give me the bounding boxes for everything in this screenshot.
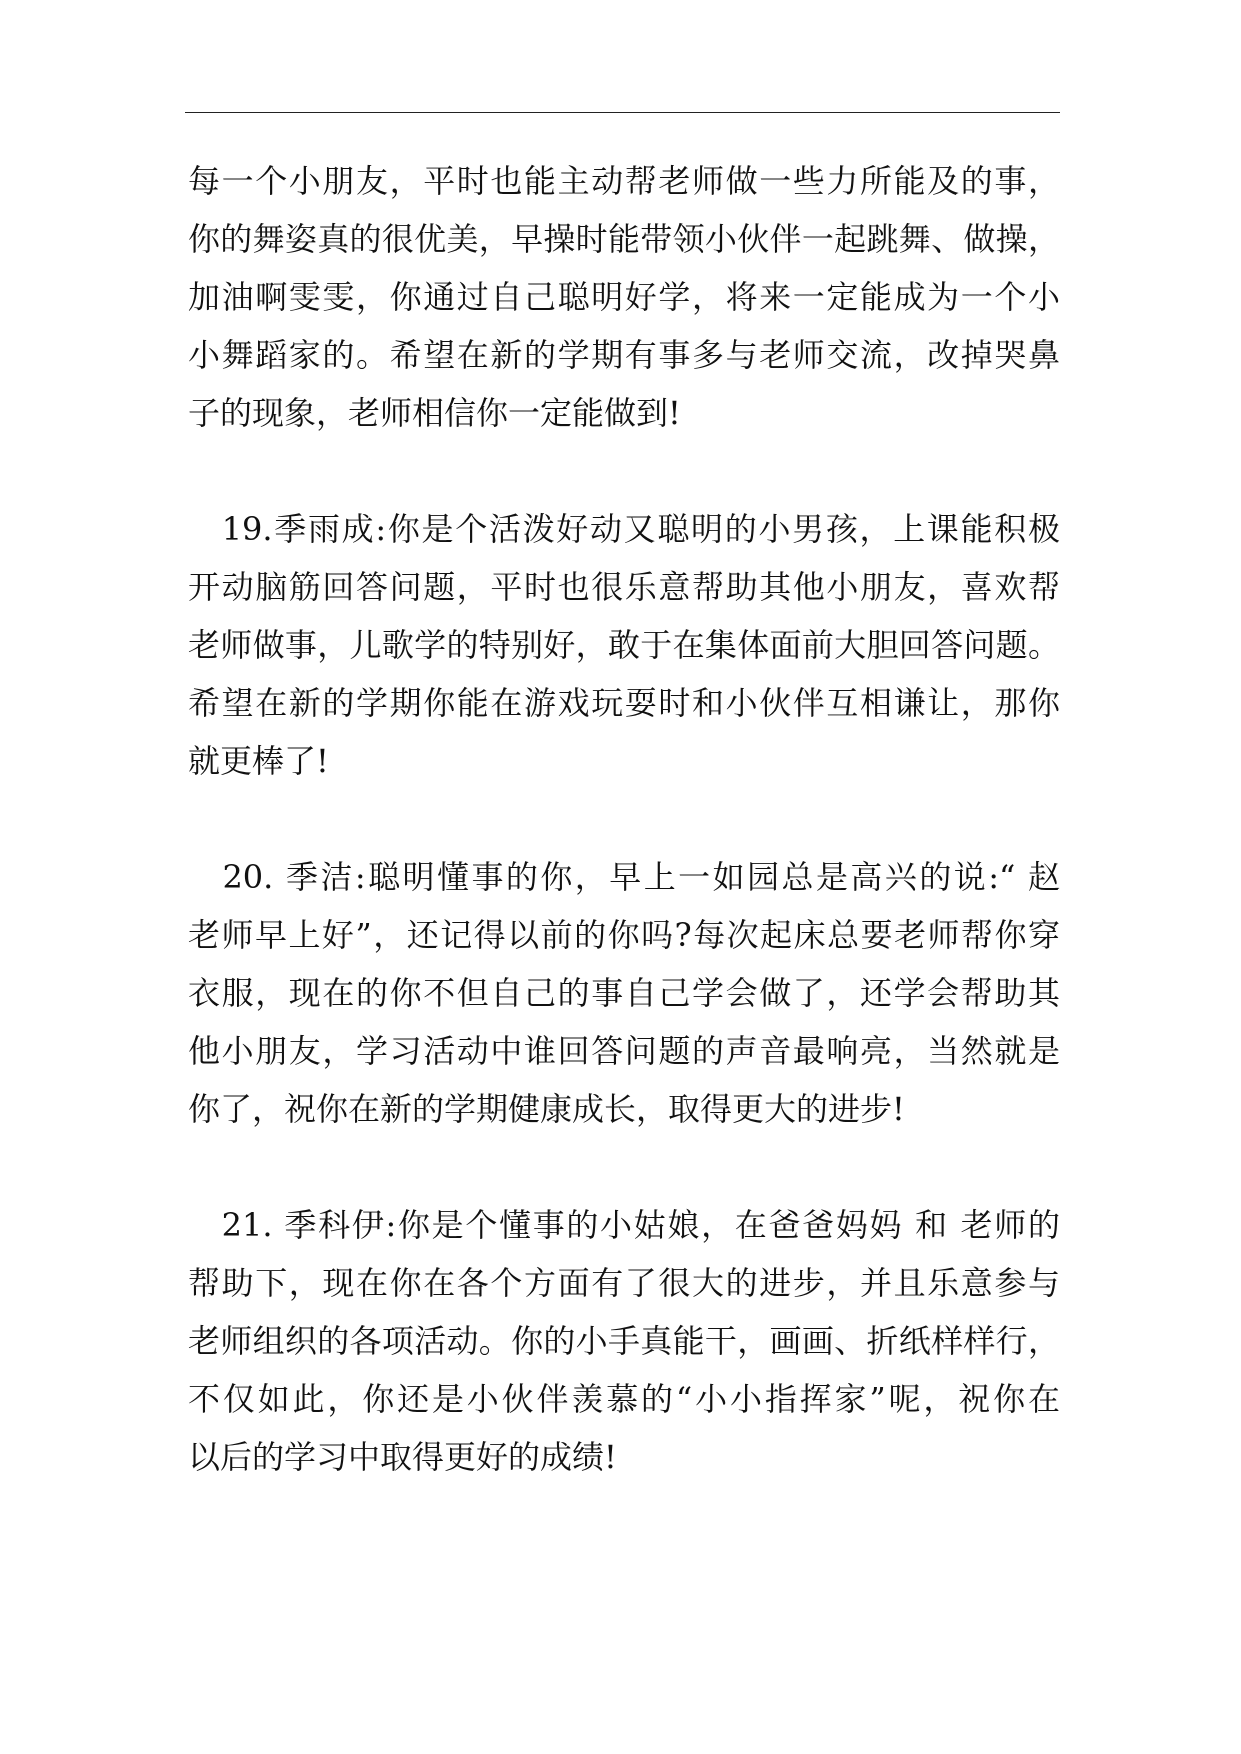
paragraph-item-19 [188,500,1060,790]
text-line: 就更棒了! [188,742,329,780]
text-line: 你了，祝你在新的学期健康成长，取得更大的进步! [188,1090,905,1128]
text-line: 小舞蹈家的。希望在新的学期有事多与老师交流，改掉哭鼻 [188,336,1060,374]
text-line: 老师组织的各项活动。你的小手真能干，画画、折纸样样行， [188,1322,1060,1360]
text-line: 他小朋友，学习活动中谁回答问题的声音最响亮，当然就是 [188,1032,1060,1070]
text-line: 帮助下，现在你在各个方面有了很大的进步，并且乐意参与 [188,1264,1060,1302]
text-line: 每一个小朋友，平时也能主动帮老师做一些力所能及的事， [188,162,1060,200]
text-line: 开动脑筋回答问题，平时也很乐意帮助其他小朋友，喜欢帮 [188,568,1060,606]
text-line: 老师早上好”，还记得以前的你吗?每次起床总要老师帮你穿 [188,916,1060,954]
text-line: 希望在新的学期你能在游戏玩耍时和小伙伴互相谦让，那你 [188,684,1060,722]
text-line: 以后的学习中取得更好的成绩! [188,1438,617,1476]
text-line: 19.季雨成:你是个活泼好动又聪明的小男孩，上课能积极 [188,510,1060,548]
header-rule [185,112,1060,113]
text-line: 不仅如此，你还是小伙伴羡慕的“小小指挥家”呢，祝你在 [188,1380,1060,1418]
document-body [188,152,1060,1544]
text-line: 老师做事，儿歌学的特别好，敢于在集体面前大胆回答问题。 [188,626,1060,664]
text-line: 子的现象，老师相信你一定能做到! [188,394,681,432]
text-line: 加油啊雯雯，你通过自己聪明好学，将来一定能成为一个小 [188,278,1060,316]
text-line: 21. 季科伊:你是个懂事的小姑娘，在爸爸妈妈 和 老师的 [188,1206,1060,1244]
text-line: 20. 季洁:聪明懂事的你，早上一如园总是高兴的说:“ 赵 [188,858,1060,896]
text-line: 你的舞姿真的很优美，早操时能带领小伙伴一起跳舞、做操， [188,220,1060,258]
text-line: 衣服，现在的你不但自己的事自己学会做了，还学会帮助其 [188,974,1060,1012]
paragraph-continued [188,152,1060,442]
paragraph-item-21 [188,1196,1060,1486]
paragraph-item-20 [188,848,1060,1138]
